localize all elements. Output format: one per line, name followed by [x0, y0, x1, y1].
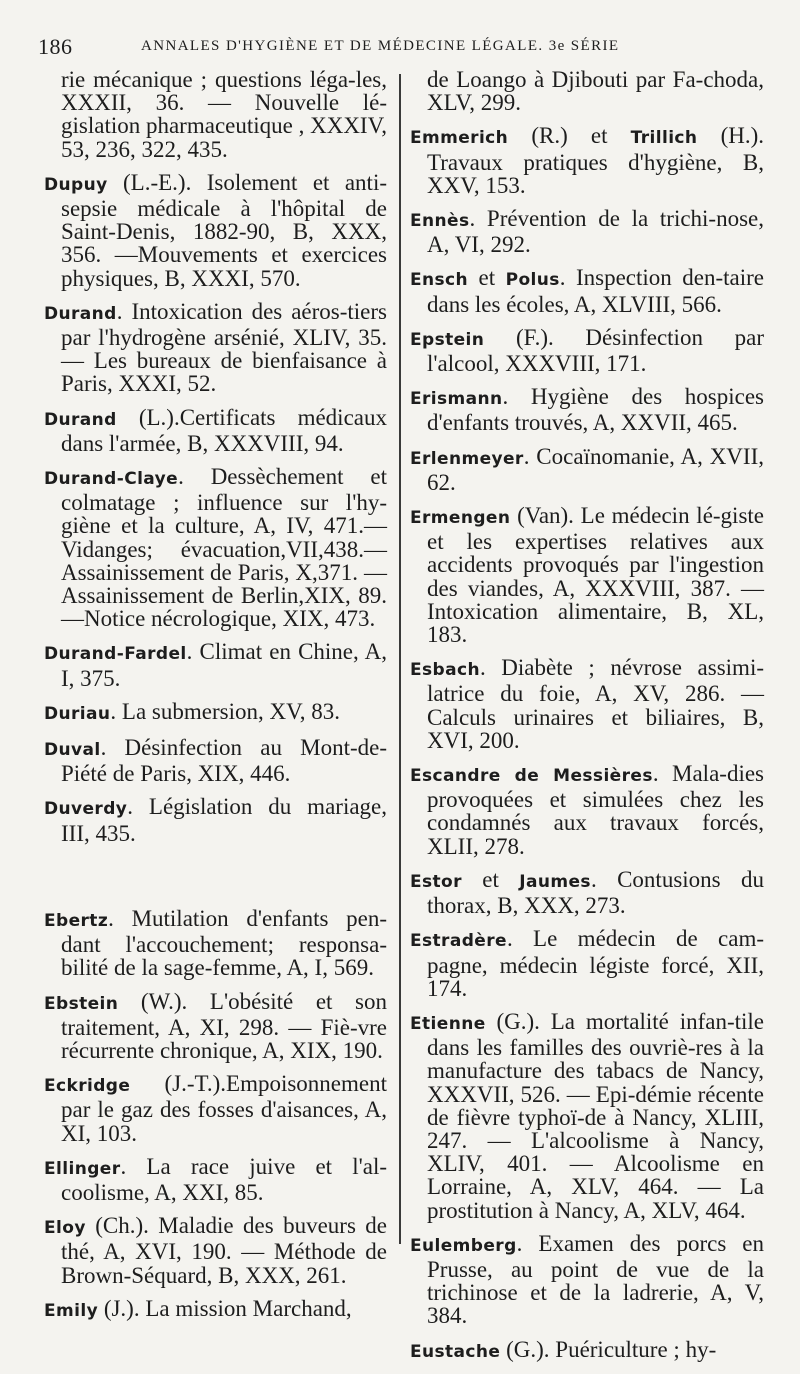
- entry-text: . La submersion, XV, 83.: [110, 698, 340, 724]
- index-entry: [44, 700, 387, 726]
- index-entry: [44, 907, 387, 980]
- running-title: ANNALES D'HYGIÈNE ET DE MÉDECINE LÉGALE. 3e SÉRIE: [141, 38, 620, 54]
- author-name: Trillich: [630, 128, 698, 149]
- index-entry: [44, 1297, 387, 1323]
- column-divider: [399, 74, 401, 1244]
- author-name: Eustache: [410, 1341, 501, 1362]
- index-entry: [410, 266, 764, 315]
- author-name: Duriau: [44, 703, 111, 724]
- entry-text: (G.). La mortalité infan-tile dans les familles des ouvriè-res à la manufacture des tabacs de Nancy, XXXVII, 526. — Epi-démie récente de fièvre typhoï-de à Nancy, XLIII, 247. — L'alcoolisme à Nancy, XLIV, 401. — Alcoolisme en Lorraine, A, XLV, 464. — La prostitution à Nancy, A, XLV, 464.: [427, 1008, 764, 1223]
- index-entry: [44, 795, 387, 844]
- author-name: Duval: [44, 740, 101, 761]
- author-name: Durand-Fardel: [44, 644, 187, 665]
- entry-text: et: [461, 866, 520, 892]
- entry-text: de Loango à Djibouti par Fa-choda, XLV, 299.: [427, 67, 764, 116]
- author-name: Epstein: [410, 329, 485, 350]
- author-name: Eulemberg: [410, 1235, 517, 1256]
- author-name: Ermengen: [410, 508, 511, 529]
- author-name: Emily: [44, 1300, 99, 1321]
- index-entry: [410, 868, 764, 917]
- entry-text: . Intoxication des aéros-tiers par l'hydrogène arsénié, XLIV, 35. — Les bureaux de bienfaisance à Paris, XXXI, 52.: [61, 298, 387, 397]
- author-name: Ellinger: [44, 1158, 121, 1179]
- author-name: Escandre de Messières: [410, 766, 653, 787]
- entry-text: . Prévention de la trichi-nose, A, VI, 292.: [427, 206, 764, 258]
- entry-text: (G.). Puériculture ; hy-: [500, 1336, 717, 1362]
- index-entry: [44, 1155, 387, 1204]
- entry-text: . Climat en Chine, A, I, 375.: [61, 639, 387, 691]
- index-entry: [44, 406, 387, 455]
- entry-text: . Le médecin de cam-pagne, médecin légiste forcé, XII, 174.: [427, 926, 764, 1001]
- entry-text: (R.) et: [508, 123, 631, 149]
- author-name: Erismann: [410, 389, 503, 410]
- author-name: Eckridge: [44, 1076, 131, 1097]
- right-column: [410, 68, 764, 1374]
- entry-text: (J.). La mission Marchand,: [98, 1295, 352, 1321]
- index-entry: [410, 762, 764, 858]
- author-name: Durand: [44, 409, 117, 430]
- entry-text: . Mala-dies provoquées et simulées chez les condamnés aux travaux forcés, XLII, 278.: [427, 761, 764, 859]
- index-entry: [44, 640, 387, 689]
- author-name: Ebstein: [44, 993, 119, 1014]
- letter-section-gap: [44, 855, 387, 907]
- index-entry: [44, 736, 387, 785]
- entry-text: . La race juive et l'al-coolisme, A, XXI, 85.: [61, 1153, 387, 1205]
- entry-text: (J.-T.).Empoisonnement par le gaz des fosses d'aisances, A, XI, 103.: [61, 1071, 387, 1146]
- index-entry: [410, 1338, 764, 1364]
- entry-text: rie mécanique ; questions léga-les, XXXII, 36. — Nouvelle lé-gislation pharmaceutique , XXXIV, 53, 236, 322, 435.: [61, 67, 387, 162]
- page-header: [38, 34, 768, 64]
- entry-text: . Diabète ; névrose assimi-latrice du foie, A, XV, 286. — Calculs urinaires et biliaires, B, XVI, 200.: [427, 655, 764, 753]
- entry-text: . Législation du mariage, III, 435.: [61, 794, 387, 846]
- author-name: Polus: [505, 270, 560, 291]
- entry-text: (F.). Désinfection par l'alcool, XXXVIII, 171.: [427, 324, 764, 377]
- entry-text: . Contusions du thorax, B, XXX, 273.: [427, 866, 764, 919]
- author-name: Ensch: [410, 270, 469, 291]
- index-entry: [410, 124, 764, 197]
- entry-text: . Hygiène des hospices d'enfants trouvés, A, XXVII, 465.: [427, 384, 764, 436]
- index-entry: [410, 68, 764, 114]
- entry-text: et: [468, 265, 506, 291]
- entry-text: (Ch.). Maladie des buveurs de thé, A, XVI, 190. — Méthode de Brown-Séquard, B, XXX, 261.: [61, 1213, 387, 1288]
- index-entry: [44, 1214, 387, 1287]
- index-entry: [410, 1010, 764, 1222]
- author-name: Eloy: [44, 1218, 86, 1239]
- author-name: Estradère: [410, 931, 507, 952]
- index-entry: [410, 656, 764, 752]
- author-name: Dupuy: [44, 174, 108, 195]
- index-entry: [410, 927, 764, 1000]
- index-entry: [410, 326, 764, 375]
- index-entry: [44, 990, 387, 1063]
- entry-text: (W.). L'obésité et son traitement, A, XI, 298. — Fiè-vre récurrente chronique, A, XIX, 190.: [61, 988, 387, 1063]
- index-entry: [410, 385, 764, 434]
- index-entry: [410, 207, 764, 256]
- left-column: [44, 68, 387, 1333]
- index-entry: [44, 171, 387, 290]
- index-entry: [44, 1072, 387, 1145]
- entry-text: . Dessèchement et colmatage ; influence sur l'hy-giène et la culture, A, IV, 471.— Vidanges; évacuation,VII,438.— Assainissement de Paris, X,371. —Assainissement de Berlin,XIX, 89. —Notice nécrologique, XIX, 473.: [61, 464, 387, 632]
- index-entry: [44, 465, 387, 630]
- entry-text: (H.). Travaux pratiques d'hygiène, B, XXV, 153.: [427, 123, 764, 198]
- author-name: Etienne: [410, 1013, 486, 1034]
- author-name: Esbach: [410, 660, 480, 681]
- entry-text: . Examen des porcs en Prusse, au point de vue de la trichinose et de la ladrerie, A, V, 384.: [427, 1230, 764, 1329]
- author-name: Duverdy: [44, 799, 128, 820]
- author-name: Durand: [44, 303, 117, 324]
- entry-text: . Inspection den-taire dans les écoles, A, XLVIII, 566.: [427, 265, 764, 317]
- author-name: Emmerich: [410, 128, 509, 149]
- author-name: Estor: [410, 871, 462, 892]
- author-name: Ebertz: [44, 910, 109, 931]
- page-number: 186: [38, 34, 73, 59]
- author-name: Jaumes: [519, 871, 591, 892]
- index-entry: [44, 68, 387, 161]
- index-entry: [410, 445, 764, 494]
- author-name: Erlenmeyer: [410, 448, 524, 469]
- entry-text: . Mutilation d'enfants pen-dant l'accouchement; responsa-bilité de la sage-femme, A, I, 569.: [61, 905, 387, 981]
- author-name: Ennès: [410, 211, 470, 232]
- index-entry: [44, 300, 387, 396]
- index-entry: [410, 504, 764, 646]
- entry-text: (Van). Le médecin lé-giste et les expertises relatives aux accidents provoqués par l'ingestion des viandes, A, XXXVIII, 387. — Intoxication alimentaire, B, XL, 183.: [427, 503, 764, 648]
- index-entry: [410, 1232, 764, 1328]
- entry-text: (L.-E.). Isolement et anti-sepsie médicale à l'hôpital de Saint-Denis, 1882-90, B, XXX, 356. —Mouvements et exercices physiques, B, XXXI, 570.: [61, 169, 387, 291]
- entry-text: . Désinfection au Mont-de-Piété de Paris, XIX, 446.: [61, 735, 387, 787]
- entry-text: . Cocaïnomanie, A, XVII, 62.: [427, 443, 764, 495]
- entry-text: (L.).Certificats médicaux dans l'armée, B, XXXVIII, 94.: [61, 404, 387, 456]
- author-name: Durand-Claye: [44, 469, 179, 490]
